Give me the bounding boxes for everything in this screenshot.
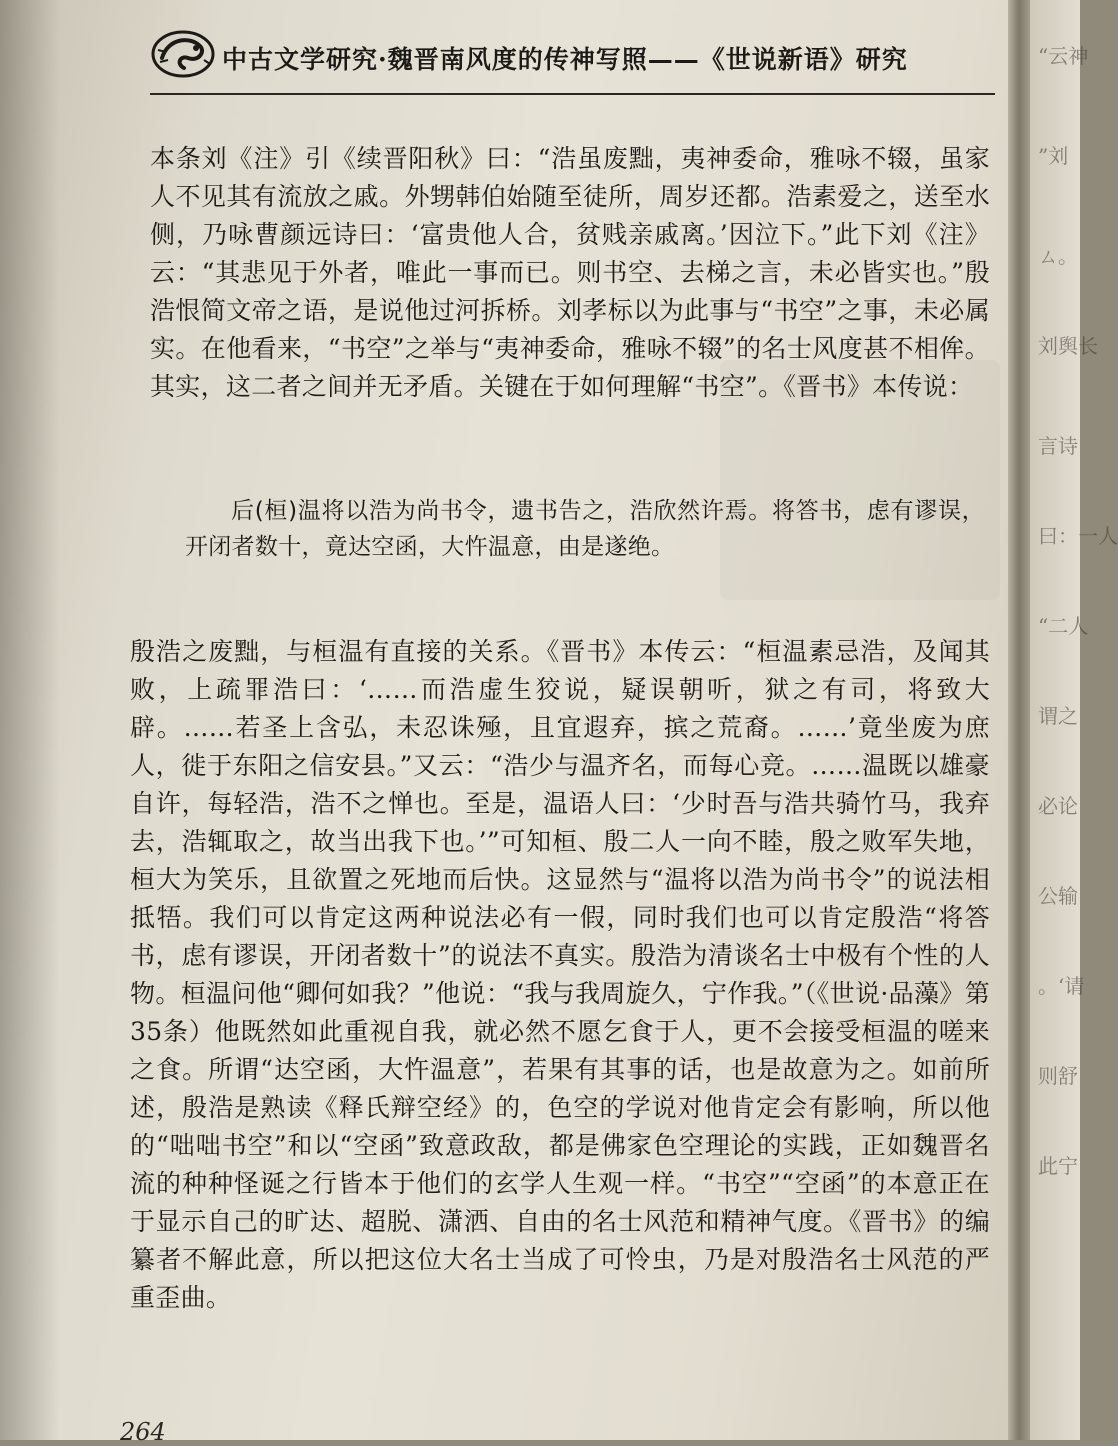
header-title: 中古文学研究·魏晋南风度的传神写照——《世说新语》研究 — [222, 45, 908, 74]
facing-page-fragment: 。‘请 — [1038, 974, 1085, 998]
facing-page-fragment: ㄙ。 — [1038, 244, 1078, 268]
facing-page-fragment: 此宁 — [1038, 1154, 1078, 1178]
facing-page-fragment: 刘舆长 — [1038, 334, 1098, 358]
facing-page-fragment: ”刘 — [1038, 144, 1069, 168]
facing-page-fragment: 谓之 — [1038, 704, 1078, 728]
facing-page — [1030, 0, 1118, 1440]
page-number: 264 — [120, 1418, 166, 1446]
header-rule — [150, 93, 995, 95]
facing-page-fragment: “二人 — [1038, 614, 1089, 638]
facing-page-fragment: “云神 — [1038, 44, 1089, 68]
facing-page-fragment: 曰：一人 — [1038, 524, 1118, 548]
paragraph-2: 殷浩之废黜，与桓温有直接的关系。《晋书》本传云：“桓温素忌浩，及闻其败，上疏罪浩曰：‘……而浩虚生狡说，疑误朝听，狱之有司，将致大辟。……若圣上含弘，未忍诛殛，且宜遐弃，摈之荒裔。……’竟坐废为庶人，徙于东阳之信安县。”又云：“浩少与温齐名，而每心竞。……温既以雄豪自许，每轻浩，浩不之惮也。至是，温语人曰：‘少时吾与浩共骑竹马，我弃去，浩辄取之，故当出我下也。’”可知桓、殷二人一向不睦，殷之败军失地，桓大为笑乐，且欲置之死地而后快。这显然与“温将以浩为尚书令”的说法相抵牾。我们可以肯定这两种说法必有一假，同时我们也可以肯定殷浩“将答书，虑有谬误，开闭者数十”的说法不真实。殷浩为清谈名士中极有个性的人物。桓温问他“卿何如我？”他说：“我与我周旋久，宁作我。”（《世说·品藻》第35条）他既然如此重视自我，就必然不愿乞食于人，更不会接受桓温的嗟来之食。所谓“达空函，大忤温意”，若果有其事的话，也是故意为之。如前所述，殷浩是熟读《释氏辩空经》的，色空的学说对他肯定会有影响，所以他的“咄咄书空”和以“空函”致意政敌，都是佛家色空理论的实践，正如魏晋名流的种种怪诞之行皆本于他们的玄学人生观一样。“书空”“空函”的本意正在于显示自己的旷达、超脱、潇洒、自由的名士风范和精神气度。《晋书》的编纂者不解此意，所以把这位大名士当成了可怜虫，乃是对殷浩名士风范的严重歪曲。 — [130, 637, 990, 1312]
running-header — [150, 28, 1000, 80]
facing-page-fragment: 公输 — [1038, 884, 1078, 908]
book-gutter — [1008, 0, 1030, 1440]
block-quote: 后(桓)温将以浩为尚书令，遗书告之，浩欣然许焉。将答书，虑有谬误，开闭者数十，竟达空函，大忤温意，由是遂绝。 — [185, 498, 985, 560]
dragon-emblem-icon — [150, 28, 216, 80]
facing-page-fragment: 则舒 — [1038, 1064, 1078, 1088]
paragraph-1: 本条刘《注》引《续晋阳秋》曰：“浩虽废黜，夷神委命，雅咏不辍，虽家人不见其有流放之戚。外甥韩伯始随至徒所，周岁还都。浩素爱之，送至水侧，乃咏曹颜远诗曰：‘富贵他人合，贫贱亲戚离。’因泣下。”此下刘《注》云：“其悲见于外者，唯此一事而已。则书空、去梯之言，未必皆实也。”殷浩恨简文帝之语，是说他过河拆桥。刘孝标以为此事与“书空”之事，未必属实。在他看来，“书空”之举与“夷神委命，雅咏不辍”的名士风度甚不相侔。其实，这二者之间并无矛盾。关键在于如何理解“书空”。《晋书》本传说： — [150, 144, 990, 401]
page-shadow — [0, 0, 60, 1440]
facing-page-fragment: 言诗 — [1038, 434, 1078, 458]
facing-page-fragment: 必论 — [1038, 794, 1078, 818]
